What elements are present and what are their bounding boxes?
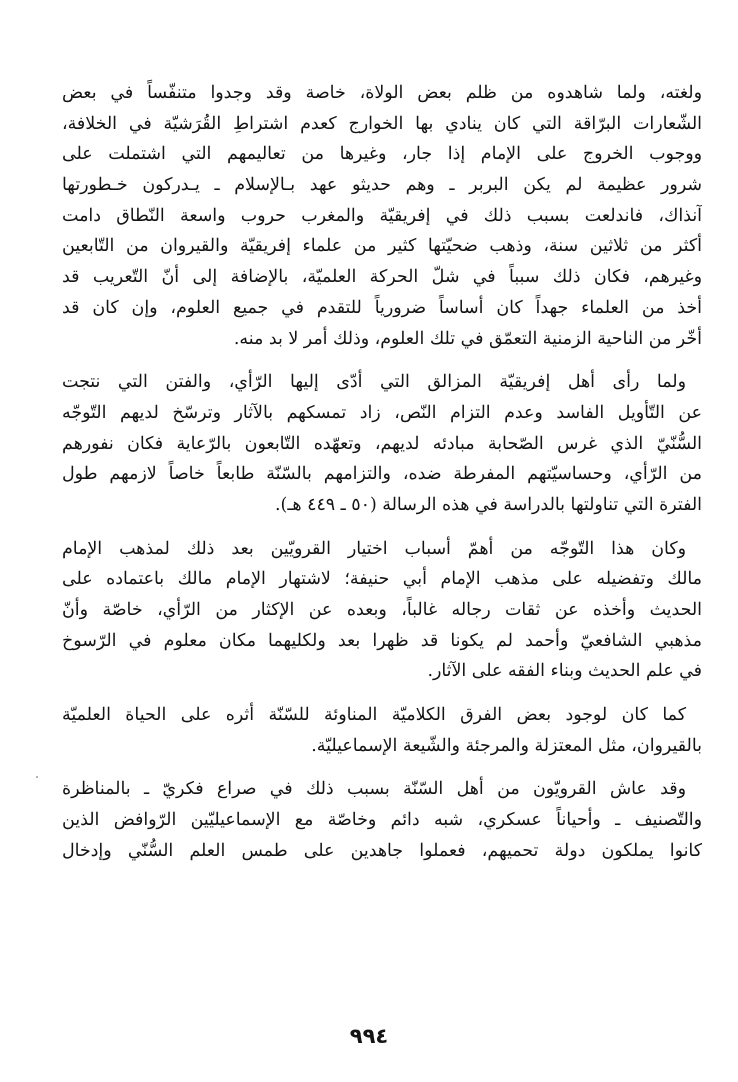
text-line: عن التّأويل الفاسد وعدم التزام النّص، زاد تمسكهم بالآثار وترسّخ لديهم التّوجّه [62,402,702,423]
text-line: مذهبي الشافعيّ وأحمد لم يكونا قد ظهرا بعد ولكليهما مكان معلوم في الرّسوخ [62,630,702,651]
paragraph [62,367,702,520]
paragraph [62,774,702,866]
page-number: ٩٩٤ [349,1024,389,1048]
margin-mark [36,776,38,778]
text-line: ووجوب الخروج على الإمام إذا جار، وغيرها من تعاليمهم التي اشتملت على [62,144,702,165]
text-line: في علم الحديث وبناء الفقه على الآثار. [427,661,702,682]
text-line: وقد عاش القرويّون من أهل السّنّة بسبب ذلك في صراع فكريّ ـ بالمناظرة [62,779,686,800]
text-line: شرور عظيمة لم يكن البربر ـ وهم حديثو عهد بـالإسلام ـ يـدركون خـطورتها [62,175,702,196]
text-line: وغيرهم، فكان ذلك سبباً في شلّ الحركة العلميّة، بالإضافة إلى أنّ التّعريب قد [62,267,702,288]
text-line: ولما رأى أهل إفريقيّة المزالق التي أدّى إليها الرّأي، والفتن التي نتجت [62,372,686,393]
text-line: كما كان لوجود بعض الفرق الكلاميّة المناوئة للسّنّة أثره على الحياة العلميّة [62,705,686,726]
text-line: أخذ من العلماء جهداً كان أساساً ضرورياً للتقدم في جميع العلوم، وإن كان قد [62,297,702,318]
paragraph [62,534,702,687]
text-line: السُّنّيّ الذي غرس الصّحابة مبادئه لديهم، وتعهّده التّابعون بالرّعاية فكان نفورهم [62,433,702,454]
page-body [62,78,702,867]
text-line: آنذاك، فاندلعت بسبب ذلك في إفريقيّة والمغرب حروب واسعة النّطاق دامت [62,205,702,226]
text-line: مالك وتفضيله على مذهب الإمام أبي حنيفة؛ لاشتهار الإمام مالك باعتماده على [62,569,702,590]
text-line: أخّر من الناحية الزمنية التعمّق في تلك العلوم، وذلك أمر لا بد منه. [233,328,702,349]
text-line: بالقيروان، مثل المعتزلة والمرجئة والشّيعة الإسماعيليّة. [311,735,702,756]
paragraph [62,700,702,761]
text-line: الفترة التي تناولتها بالدراسة في هذه الرسالة (٥٠ ـ ٤٤٩ هـ). [275,494,702,515]
paragraph [62,78,702,354]
text-line: ولغته، ولما شاهدوه من ظلم بعض الولاة، خاصة وقد وجدوا متنفّساً في بعض [62,83,702,103]
text-line: الشّعارات البرّاقة التي كان ينادي بها الخوارج كعدم اشتراطِ القُرَشيّة في الخلافة، [62,113,702,134]
text-line: كانوا يملكون دولة تحميهم، فعملوا جاهدين على طمس العلم السُّنّي وإدخال [62,840,702,861]
text-line: وكان هذا التّوجّه من أهمّ أسباب اختيار القرويّين بعد ذلك لمذهب الإمام [62,538,686,559]
text-line: من الرّأي، وحساسيّتهم المفرطة ضده، والتزامهم بالسّنّة طابعاً خاصاً لازمهم طول [62,464,702,485]
text-line: أكثر من ثلاثين سنة، وذهب ضحيّتها كثير من علماء إفريقيّة والقيروان من التّابعين [62,236,702,257]
text-line: والتّصنيف ـ وأحياناً عسكري، شبه دائم وخاصّة مع الإسماعيليّين الرّوافض الذين [62,810,702,831]
text-line: الحديث وأخذه عن ثقات رجاله غالباً، وبعده عن الإكثار من الرّأي، خاصّة وأنّ [62,600,702,620]
